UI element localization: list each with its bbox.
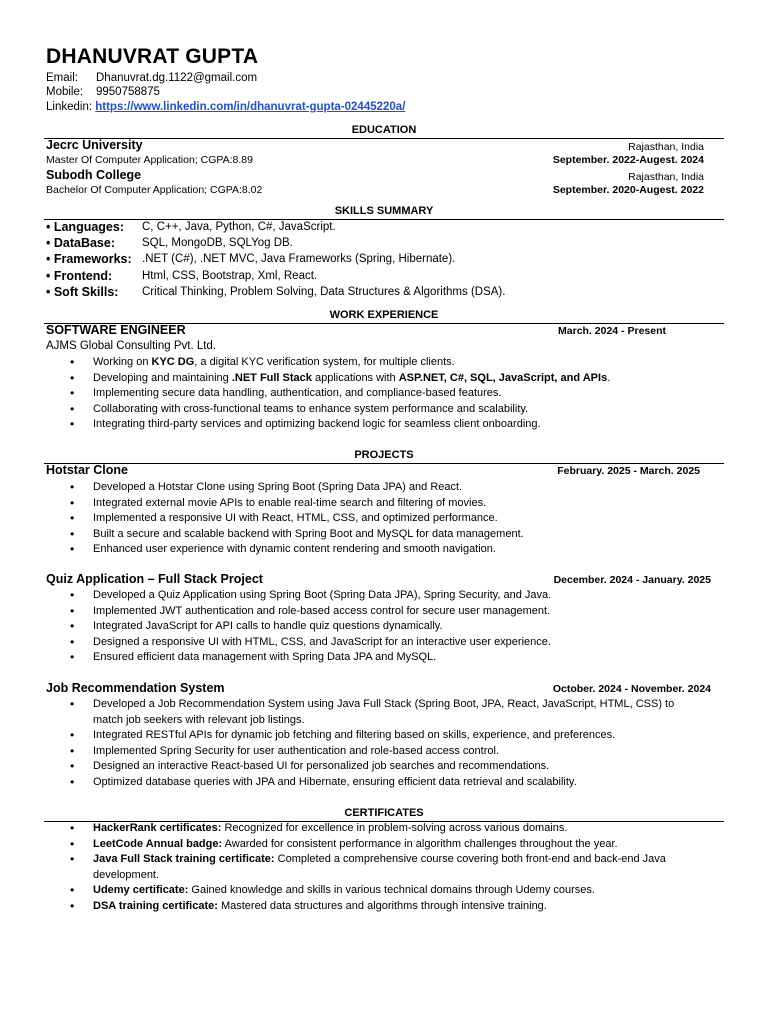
bullet-text: Collaborating with cross-functional teams to enhance system performance and scalability. — [93, 402, 529, 415]
certificate-name: DSA training certificate: — [93, 899, 218, 912]
institution-name: Jecrc University — [46, 138, 143, 152]
project-bullet: • Implemented JWT authentication and role-based access control for secure user management. — [0, 604, 700, 620]
certificate-item — [0, 899, 700, 915]
project-dates: February. 2025 - March. 2025 — [557, 465, 700, 477]
project-bullet: • Enhanced user experience with dynamic content rendering and smooth navigation. — [0, 542, 700, 558]
skill-label: • Languages: — [46, 220, 124, 234]
project-bullet: • Designed a responsive UI with HTML, CSS, and JavaScript for an interactive user experience. — [0, 635, 700, 651]
project-bullet: • Integrated RESTful APIs for dynamic job fetching and filtering based on skills, experience, and preferences. — [0, 728, 700, 744]
skill-value: Critical Thinking, Problem Solving, Data Structures & Algorithms (DSA). — [142, 286, 506, 298]
work-bullet — [0, 417, 700, 433]
skill-label: • Soft Skills: — [46, 285, 119, 299]
institution-location: Rajasthan, India — [628, 141, 704, 153]
skill-value: .NET (C#), .NET MVC, Java Frameworks (Spring, Hibernate). — [142, 253, 456, 265]
project-name: Hotstar Clone — [46, 463, 128, 477]
certificate-item — [0, 837, 700, 853]
bullet-text: Working on — [93, 356, 152, 368]
linkedin-label: Linkedin: — [46, 101, 93, 113]
project-bullet-list — [0, 480, 700, 558]
project-bullet: • Developed a Hotstar Clone using Spring Boot (Spring Data JPA) and React. — [0, 480, 700, 496]
job-title: SOFTWARE ENGINEER — [46, 323, 186, 337]
degree: Bachelor Of Computer Application; CGPA:8.02 — [46, 184, 263, 196]
linkedin-link[interactable]: https://www.linkedin.com/in/dhanuvrat-gupta-02445220a/ — [95, 101, 406, 113]
skill-value: Html, CSS, Bootstrap, Xml, React. — [142, 270, 318, 282]
project-bullet: • Integrated JavaScript for API calls to handle quiz questions dynamically. — [0, 619, 700, 635]
work-heading: WORK EXPERIENCE — [44, 309, 724, 324]
bullet-text: Implementing secure data handling, authentication, and compliance-based features. — [93, 387, 502, 400]
email-value: Dhanuvrat.dg.1122@gmail.com — [96, 72, 258, 84]
candidate-name: DHANUVRAT GUPTA — [46, 45, 259, 68]
certificate-item — [0, 852, 700, 883]
skill-label: • Frameworks: — [46, 252, 132, 266]
education-heading: EDUCATION — [44, 124, 724, 139]
institution-name: Subodh College — [46, 168, 142, 182]
skill-label: • Frontend: — [46, 269, 113, 283]
bullet-text: . — [607, 371, 611, 384]
certificate-description: Recognized for excellence in problem-solving across various domains. — [221, 822, 568, 834]
work-bullet — [0, 402, 700, 418]
certificate-description: Awarded for consistent performance in algorithm challenges throughout the year. — [222, 837, 618, 850]
certificate-description: Mastered data structures and algorithms through intensive training. — [217, 899, 547, 912]
work-bullet — [0, 371, 700, 387]
job-dates: March. 2024 - Present — [558, 325, 666, 337]
work-bullet-list — [0, 355, 700, 433]
project-bullet: • Implemented Spring Security for user authentication and role-based access control. — [0, 744, 700, 760]
bullet-text: Integrating third-party services and optimizing backend logic for seamless client onboarding. — [93, 418, 541, 431]
linkedin-line — [46, 100, 405, 114]
skill-value: C, C++, Java, Python, C#, JavaScript. — [142, 221, 336, 233]
company-name: AJMS Global Consulting Pvt. Ltd. — [46, 340, 217, 352]
project-name: Quiz Application – Full Stack Project — [46, 572, 263, 586]
skill-value: SQL, MongoDB, SQLYog DB. — [142, 237, 293, 249]
email-label: Email: — [46, 72, 78, 84]
certificate-name: LeetCode Annual badge: — [93, 837, 223, 850]
degree: Master Of Computer Application; CGPA:8.89 — [46, 154, 253, 166]
project-bullet: • Developed a Quiz Application using Spring Boot (Spring Data JPA), Spring Security, and Java. — [0, 588, 700, 604]
project-dates: December. 2024 - January. 2025 — [553, 574, 711, 586]
certificate-description: Gained knowledge and skills in various technical domains through Udemy courses. — [188, 884, 595, 897]
bullet-emphasis: ASP.NET, C#, SQL, JavaScript, and APIs — [398, 371, 608, 384]
project-bullet: • Built a secure and scalable backend with Spring Boot and MySQL for data management. — [0, 527, 700, 543]
project-bullet-list — [0, 588, 700, 666]
certificates-heading: CERTIFICATES — [44, 807, 724, 822]
mobile-line — [46, 85, 160, 99]
certificate-name: Udemy certificate: — [93, 884, 189, 897]
mobile-label: Mobile: — [46, 86, 84, 98]
work-bullet — [0, 386, 700, 402]
institution-location: Rajasthan, India — [628, 171, 704, 183]
certificate-description: Completed a comprehensive course covering both front-end and back-end Java development. — [93, 853, 666, 881]
project-bullet: • Ensured efficient data management with Spring Data JPA and MySQL. — [0, 650, 700, 666]
project-bullet: • Optimized database queries with JPA and Hibernate, ensuring efficient data retrieval and scalability. — [0, 775, 700, 791]
certificate-item — [0, 821, 700, 837]
bullet-text: , a digital KYC verification system, for multiple clients. — [194, 356, 455, 368]
bullet-text: applications with — [311, 371, 399, 384]
project-bullet: • Implemented a responsive UI with React, HTML, CSS, and optimized performance. — [0, 511, 700, 527]
project-bullet: • Developed a Job Recommendation System using Java Full Stack (Spring Boot, JPA, React, JavaScript, HTML, CSS) to match job seekers with relevant job listings. — [0, 697, 700, 728]
project-bullet: • Integrated external movie APIs to enable real-time search and filtering of movies. — [0, 496, 700, 512]
certificate-name: HackerRank certificates: — [93, 822, 222, 834]
education-dates: September. 2022-Augest. 2024 — [552, 154, 704, 166]
education-dates: September. 2020-Augest. 2022 — [552, 184, 704, 196]
mobile-value: 9950758875 — [96, 86, 160, 98]
certificate-bullet-list — [0, 821, 700, 915]
certificate-item — [0, 883, 700, 899]
project-name: Job Recommendation System — [46, 681, 225, 695]
bullet-emphasis: KYC DG — [151, 356, 195, 368]
email-line — [46, 71, 257, 85]
work-bullet — [0, 355, 700, 371]
projects-heading: PROJECTS — [44, 449, 724, 464]
project-bullet: • Designed an interactive React-based UI for personalized job searches and recommendations. — [0, 759, 700, 775]
project-bullet-list — [0, 697, 700, 791]
bullet-text: Developing and maintaining — [93, 371, 232, 384]
skill-label: • DataBase: — [46, 236, 115, 250]
project-dates: October. 2024 - November. 2024 — [552, 683, 711, 695]
skills-heading: SKILLS SUMMARY — [44, 205, 724, 220]
bullet-emphasis: .NET Full Stack — [231, 371, 312, 384]
certificate-name: Java Full Stack training certificate: — [93, 853, 275, 866]
